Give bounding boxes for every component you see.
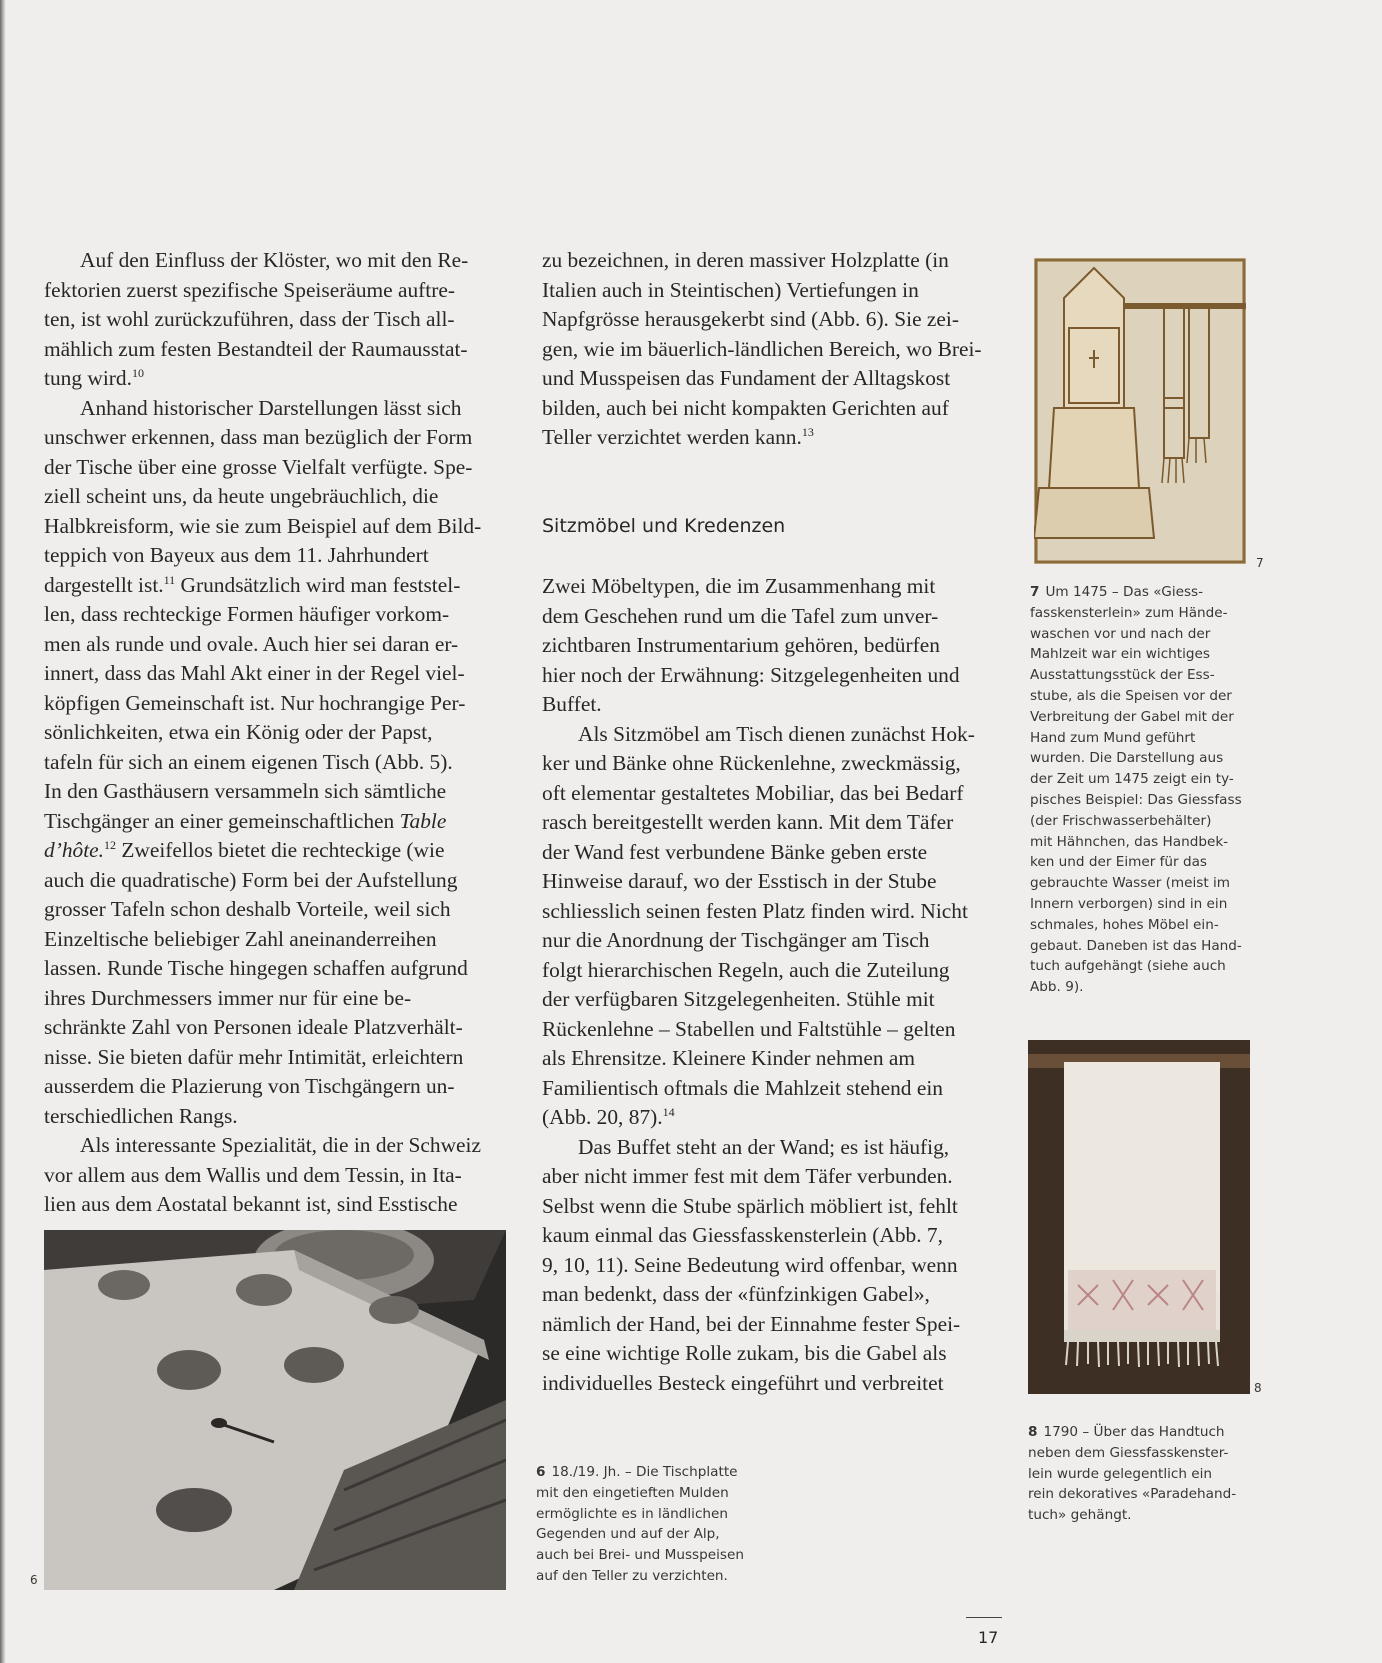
table-with-hollows-image [44,1230,506,1590]
figure-8-label: 8 [1254,1381,1262,1395]
footnote-ref: 10 [131,365,144,380]
paragraph-sitzmoebel: Als Sitzmöbel am Tisch dienen zunächst Hok- ker und Bänke ohne Rückenlehne, zweckmässig, oft elementar gestaltetes Mobiliar, das bei Bedarf rasch bereitgestellt werden kann. Mit dem Täfer der Wand fest verbundene Bänke geben erste Hinweise darauf, wo der Esstisch in der Stube schliesslich seinen festen Platz finden wird. Nicht nur die Anordnung der Tischgänger am Tisch folgt hierarchischen Regeln, auch die Zuteilung der verfügbaren Sitzgelegenheiten. Stühle mit Rückenlehne – Stabellen und Faltstühle – gelten als Ehrensitze. Kleinere Kinder nehmen am Familientisch oftmals die Mahlzeit stehend ein (Abb. 20, 87).$^{14}$ [542,721,975,1129]
paragraph-kloester: Auf den Einfluss der Klöster, wo mit den Re- fektorien zuerst spezifische Speiseräume auftre- ten, ist wohl zurückzuführen, dass der Tisch all- mählich zum festen Bestandteil der Raumausstat- tung wird.$^{10}$ [44,248,469,390]
giessfass-drawing-image [1034,258,1246,564]
paragraph-moebeltypen: Zwei Möbeltypen, die im Zusammenhang mit dem Geschehen rund um die Tafel zum unver- zichtbaren Instrumentarium gehören, bedürfen hier noch der Erwähnung: Sitzgelegenheiten und Buffet. [542,574,960,716]
paragraph-buffet: Das Buffet steht an der Wand; es ist häufig, aber nicht immer fest mit dem Täfer verbunden. Selbst wenn die Stube spärlich möbliert ist, fehlt kaum einmal das Giessfasskensterlein (Abb. 7, 9, 10, 11). Seine Bedeutung wird offenbar, wenn man bedenkt, dass der «fünfzinkigen Gabel», nämlich der Hand, bei der Einnahme fester Spei- se eine wichtige Rolle zukam, bis die Gabel als individuelles Besteck eingeführt und verbreitet [542,1134,961,1395]
page-number: 17 [978,1628,999,1647]
text-column-left [44,246,512,1220]
figure-6-caption: 6 18./19. Jh. – Die Tischplatte mit den eingetieften Mulden ermöglichte es in ländlichen Gegenden und auf der Alp, auch bei Brei- und Musspeisen auf den Teller zu verzichten. [536,1464,744,1584]
footnote-ref: 11 [163,572,176,587]
figure-7-caption: 7 Um 1475 – Das «Giess- fasskensterlein» zum Hände- waschen vor und nach der Mahlzeit war ein wichtiges Ausstattungsstück der Ess- stube, als die Speisen vor der Verbreitung der Gabel mit der Hand zum Mund geführt wurden. Die Darstellung aus der Zeit um 1475 zeigt ein ty- pisches Beispiel: Das Giessfass (der Frischwasserbehälter) mit Hähnchen, das Handbek- ken und der Eimer für das gebrauchte Wasser (meist im Innern verborgen) sind in ein schmales, hohes Möbel ein- gebaut. Daneben ist das Hand- tuch aufgehängt (siehe auch Abb. 9). [1030,584,1242,996]
page-number-rule [966,1617,1002,1618]
figure-8-towel-photo [1028,1040,1250,1394]
text-column-middle-lower [542,572,1007,1398]
figure-7-drawing [1034,258,1246,564]
figure-8-caption: 8 1790 – Über das Handtuch neben dem Giessfasskenster- lein wurde gelegentlich ein rein dekoratives «Paradehand- tuch» gehängt. [1028,1424,1237,1524]
section-heading: Sitzmöbel und Kredenzen [542,515,786,537]
parade-towel-image [1028,1040,1250,1394]
figure-6-label: 6 [30,1573,38,1587]
paragraph-spezialitaet: Als interessante Spezialität, die in der Schweiz vor allem aus dem Wallis und dem Tessin, in Ita- lien aus dem Aostatal bekannt ist, sind Esstische [44,1133,481,1216]
footnote-ref: 14 [662,1104,675,1119]
figure-7-label: 7 [1256,556,1264,570]
figure-6-table-photo [44,1230,506,1590]
footnote-ref: 13 [801,424,814,439]
paragraph-darstellungen: Anhand historischer Darstellungen lässt sich unschwer erkennen, dass man bezüglich der Form der Tische über eine grosse Vielfalt verfügte. Spe- ziell scheint uns, da heute ungebräuchlich, die Halbkreisform, wie sie zum Beispiel auf dem Bild- teppich von Bayeux aus dem 11. Jahrhundert dargestellt ist.$^{11}$ Grundsätzlich wird man feststel- len, dass rechteckige Formen häufiger vorkom- men als runde und ovale. Auch hier sei daran er- innert, dass das Mahl Akt einer in der Regel viel- köpfigen Gemeinschaft ist. Nur hochrangige Per- sönlichkeiten, etwa ein König oder der Papst, tafeln für sich an einem eigenen Tisch (Abb. 5). In den Gasthäusern versammeln sich sämtliche Tischgänger an einer gemeinschaftlichen Table d’hôte.$^{12}$ Zweifellos bietet die rechteckige (wie auch die quadratische) Form bei der Aufstellung grosser Tafeln schon deshalb Vorteile, weil sich Einzeltische beliebiger Zahl aneinanderreihen lassen. Runde Tische hingegen schaffen aufgrund ihres Durchmessers immer nur für eine be- schränkte Zahl von Personen ideale Platzverhält- nisse. Sie bieten dafür mehr Intimität, erleichtern ausserdem die Plazierung von Tischgängern un- terschiedlichen Rangs. [44,395,482,1128]
footnote-ref: 12 [104,837,116,852]
text-column-middle [542,246,1007,453]
paragraph-esstische: zu bezeichnen, in deren massiver Holzplatte (in Italien auch in Steintischen) Vertiefungen in Napfgrösse herausgekerbt sind (Abb. 6). Sie zei- gen, wie im bäuerlich-ländlichen Bereich, wo Brei- und Musspeisen das Fundament der Alltagskost bilden, auch bei nicht kompakten Gerichten auf Teller verzichtet werden kann.$^{13}$ [542,248,982,449]
book-spine-shadow [0,0,6,1663]
